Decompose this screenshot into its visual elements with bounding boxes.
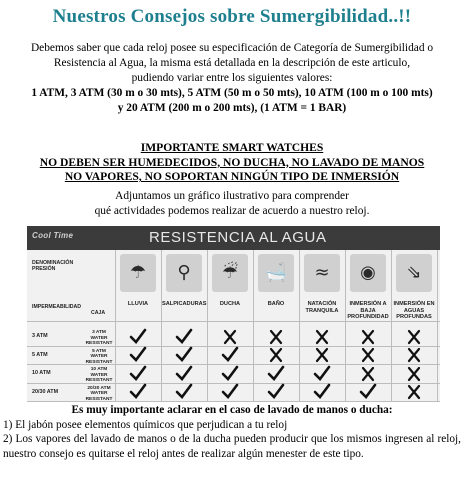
check-icon <box>174 346 194 364</box>
check-icon <box>220 346 240 364</box>
warning-line: IMPORTANTE SMART WATCHES <box>140 141 324 154</box>
smartwatch-warning <box>8 141 456 185</box>
bottom-heading: Es muy importante aclarar en el caso de lavado de manos o ducha: <box>71 404 393 416</box>
grid-line <box>115 250 116 402</box>
intro-line: Debemos saber que cada reloj posee su especificación de Categoría de Sumergibilidad o <box>30 42 434 54</box>
cross-icon <box>312 328 332 346</box>
intro-line: Resistencia al Agua, la misma está detallada en la descripción de este articulo, <box>53 57 411 69</box>
cross-icon <box>358 346 378 364</box>
grid-line <box>437 250 438 402</box>
check-icon <box>312 383 332 401</box>
diving-icon: ◉ <box>350 254 386 292</box>
chart-note <box>8 189 456 218</box>
rain-icon: ☂ <box>120 254 156 292</box>
note-line: Adjuntamos un gráfico ilustrativo para comprender <box>115 190 349 202</box>
cross-icon <box>404 328 424 346</box>
cross-icon <box>266 346 286 364</box>
check-icon <box>128 383 148 401</box>
check-icon <box>220 383 240 401</box>
grid-line <box>345 250 346 402</box>
atm-values-line: 1 ATM, 3 ATM (30 m o 30 mts), 5 ATM (50 m o 50 mts), 10 ATM (100 m o 100 mts) <box>31 87 433 99</box>
swimming-icon: ≈ <box>304 254 340 292</box>
row-caja-label: 10 ATM WATER RESISTANT <box>85 367 113 383</box>
bathtub-icon: 🛁 <box>258 254 294 292</box>
row-caja-label: 20/30 ATM WATER RESISTANT <box>85 385 113 402</box>
intro-paragraph <box>8 41 456 116</box>
column-header: LLUVIA <box>127 301 149 307</box>
cross-icon <box>358 328 378 346</box>
warning-line: NO VAPORES, NO SOPORTAN NINGÚN TIPO DE INMERSIÓN <box>64 170 400 183</box>
grid-line <box>253 250 254 402</box>
caja-label: CAJA <box>91 310 106 316</box>
cross-icon <box>312 346 332 364</box>
denominacion-label: DENOMINACIÓN PRESIÓN <box>32 260 74 272</box>
check-icon <box>174 328 194 346</box>
column-header: NATACIÓN TRANQUILA <box>305 301 339 314</box>
row-atm-label: 20/30 ATM <box>32 388 59 395</box>
impermeabilidad-label: IMPERMEABILIDAD <box>32 304 81 310</box>
grid-line <box>27 321 440 322</box>
grid-line <box>299 250 300 402</box>
column-header: DUCHA <box>219 301 241 307</box>
column-header: INMERSIÓN EN AGUAS PROFUNDAS <box>393 301 435 320</box>
warning-line: NO DEBEN SER HUMEDECIDOS, NO DUCHA, NO LAVADO DE MANOS <box>39 155 425 169</box>
check-icon <box>220 365 240 383</box>
intro-line: pudiendo variar entre los siguientes valores: <box>131 72 333 84</box>
brand-logo: Cool Time <box>32 231 74 240</box>
row-atm-label: 10 ATM <box>32 370 51 376</box>
check-icon <box>128 346 148 364</box>
faucet-icon: ⚲ <box>166 254 202 292</box>
row-atm-label: 3 ATM <box>32 333 48 339</box>
check-icon <box>358 383 378 401</box>
note-line: qué actividades podemos realizar de acuerdo a nuestro reloj. <box>94 204 370 217</box>
row-atm-label: 5 ATM <box>32 351 48 358</box>
check-icon <box>266 383 286 401</box>
bottom-notes <box>3 403 461 461</box>
cross-icon <box>266 328 286 346</box>
shower-icon: ☔ <box>212 254 248 292</box>
row-caja-label: 5 ATM WATER RESISTANT <box>85 348 113 365</box>
check-icon <box>174 383 194 401</box>
column-header: INMERSIÓN A BAJA PROFUNDIDAD <box>347 301 389 320</box>
check-icon <box>128 328 148 346</box>
check-icon <box>174 365 194 383</box>
column-header: SALPICADURAS <box>162 301 207 307</box>
bottom-paragraph: 2) Los vapores del lavado de manos o de la ducha pueden producir que los mismos ingresen al reloj, nuestro consejo es quitarse el reloj antes de realizar algún menester de este tipo. <box>3 433 461 460</box>
cross-icon <box>404 365 424 383</box>
water-resistance-chart <box>27 226 440 402</box>
atm-values-line: y 20 ATM (200 m o 200 mts), (1 ATM = 1 BAR) <box>117 102 347 114</box>
row-caja-label: 3 ATM WATER RESISTANT <box>85 330 113 346</box>
check-icon <box>266 365 286 383</box>
check-icon <box>128 365 148 383</box>
page-title: Nuestros Consejos sobre Sumergibilidad..!! <box>52 6 412 27</box>
column-header: BAÑO <box>267 301 285 307</box>
cross-icon <box>404 346 424 364</box>
grid-line <box>207 250 208 402</box>
deep-diving-icon: ⇘ <box>396 254 432 292</box>
check-icon <box>312 365 332 383</box>
cross-icon <box>404 383 424 401</box>
cross-icon <box>220 328 240 346</box>
bottom-paragraph: 1) El jabón posee elementos químicos que perjudican a tu reloj <box>3 418 288 431</box>
grid-line <box>161 250 162 402</box>
chart-title: RESISTENCIA AL AGUA <box>149 229 327 246</box>
cross-icon <box>358 365 378 383</box>
grid-line <box>391 250 392 402</box>
chart-header <box>27 226 440 250</box>
